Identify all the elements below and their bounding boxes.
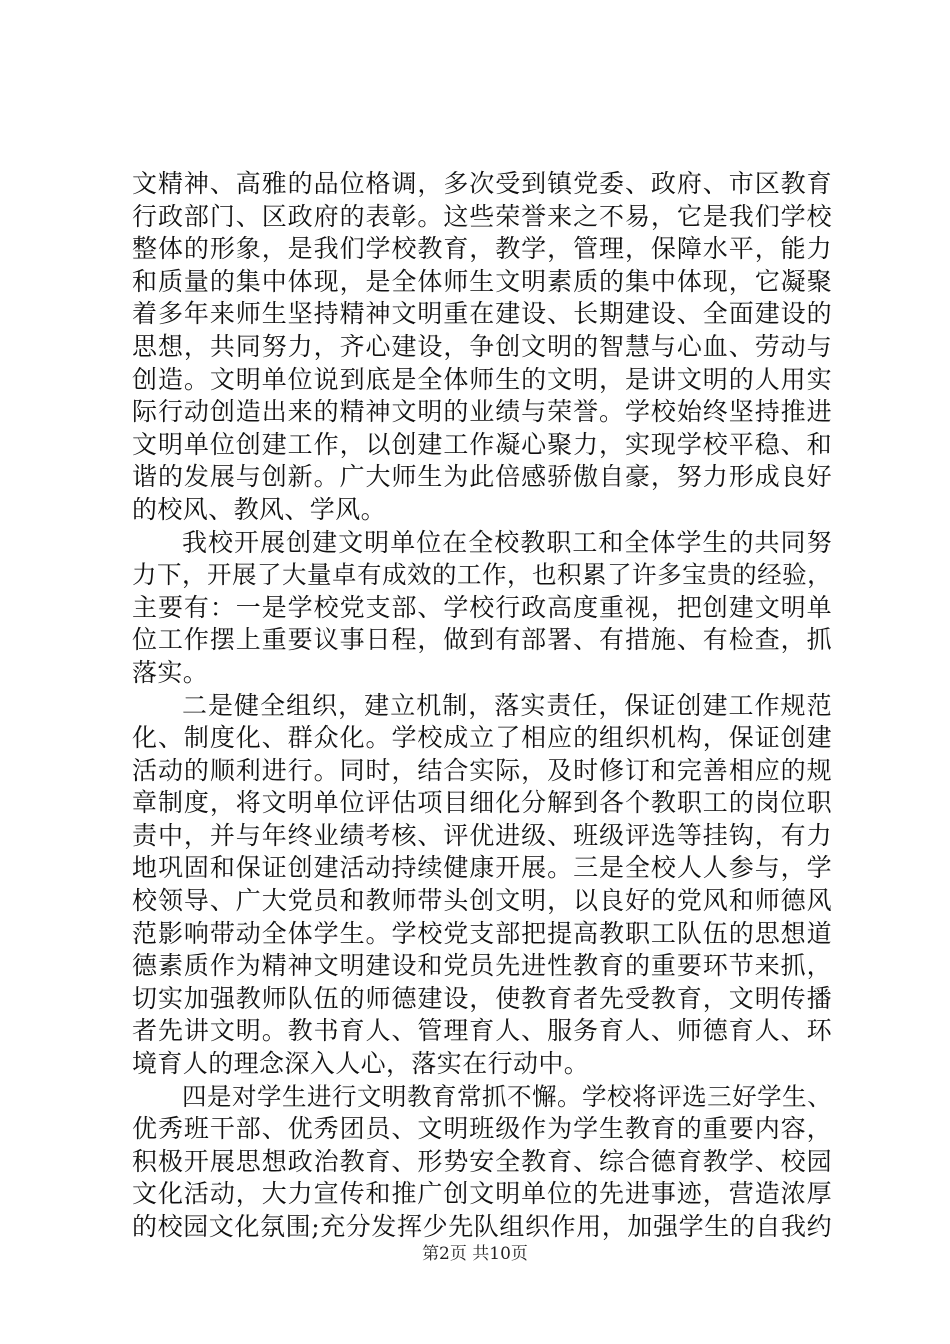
text-line: 谐的发展与创新。广大师生为此倍感骄傲自豪，努力形成良好	[132, 462, 832, 492]
text-line: 思想，共同努力，齐心建设，争创文明的智慧与心血、劳动与	[132, 331, 832, 361]
text-line: 范影响带动全体学生。学校党支部把提高教职工队伍的思想道	[132, 918, 832, 948]
text-line: 和质量的集中体现，是全体师生文明素质的集中体现，它凝聚	[132, 266, 832, 296]
text-line: 的校园文化氛围;充分发挥少先队组织作用，加强学生的自我约	[132, 1212, 832, 1241]
text-line: 力下，开展了大量卓有成效的工作，也积累了许多宝贵的经验，	[132, 560, 832, 590]
text-line: 切实加强教师队伍的师德建设，使教育者先受教育，文明传播	[132, 983, 832, 1013]
text-line: 创造。文明单位说到底是全体师生的文明，是讲文明的人用实	[132, 364, 832, 394]
text-line: 化、制度化、群众化。学校成立了相应的组织机构，保证创建	[132, 723, 832, 753]
text-line: 主要有：一是学校党支部、学校行政高度重视，把创建文明单	[132, 592, 832, 622]
text-line: 优秀班干部、优秀团员、文明班级作为学生教育的重要内容，	[132, 1114, 832, 1144]
text-line: 责中，并与年终业绩考核、评优进级、班级评选等挂钩，有力	[132, 820, 832, 850]
text-line: 境育人的理念深入人心，落实在行动中。	[132, 1049, 590, 1079]
text-line: 我校开展创建文明单位在全校教职工和全体学生的共同努	[182, 527, 832, 557]
text-line: 文精神、高雅的品位格调，多次受到镇党委、政府、市区教育	[132, 169, 832, 198]
text-line: 整体的形象，是我们学校教育，教学，管理，保障水平，能力	[132, 234, 832, 264]
text-line: 德素质作为精神文明建设和党员先进性教育的重要环节来抓，	[132, 951, 832, 981]
text-line: 文化活动，大力宣传和推广创文明单位的先进事迹，营造浓厚	[132, 1179, 832, 1209]
text-line: 四是对学生进行文明教育常抓不懈。学校将评选三好学生、	[182, 1081, 832, 1111]
text-line: 地巩固和保证创建活动持续健康开展。三是全校人人参与，学	[132, 853, 832, 883]
text-line: 着多年来师生坚持精神文明重在建设、长期建设、全面建设的	[132, 299, 832, 329]
text-line: 活动的顺利进行。同时，结合实际，及时修订和完善相应的规	[132, 755, 832, 785]
body-text	[132, 168, 832, 1244]
text-line: 际行动创造出来的精神文明的业绩与荣誉。学校始终坚持推进	[132, 397, 832, 427]
text-line: 章制度，将文明单位评估项目细化分解到各个教职工的岗位职	[132, 788, 832, 818]
text-line: 者先讲文明。教书育人、管理育人、服务育人、师德育人、环	[132, 1016, 832, 1046]
text-line: 落实。	[132, 657, 209, 687]
page-number: 第2页 共10页	[422, 1244, 528, 1264]
text-line: 积极开展思想政治教育、形势安全教育、综合德育教学、校园	[132, 1146, 832, 1176]
text-line: 位工作摆上重要议事日程，做到有部署、有措施、有检查，抓	[132, 625, 832, 655]
text-line: 二是健全组织，建立机制，落实责任，保证创建工作规范	[182, 690, 832, 720]
text-line: 行政部门、区政府的表彰。这些荣誉来之不易，它是我们学校	[132, 201, 832, 231]
text-line: 校领导、广大党员和教师带头创文明，以良好的党风和师德风	[132, 886, 832, 916]
text-line: 文明单位创建工作，以创建工作凝心聚力，实现学校平稳、和	[132, 429, 832, 459]
text-line: 的校风、教风、学风。	[132, 494, 387, 524]
